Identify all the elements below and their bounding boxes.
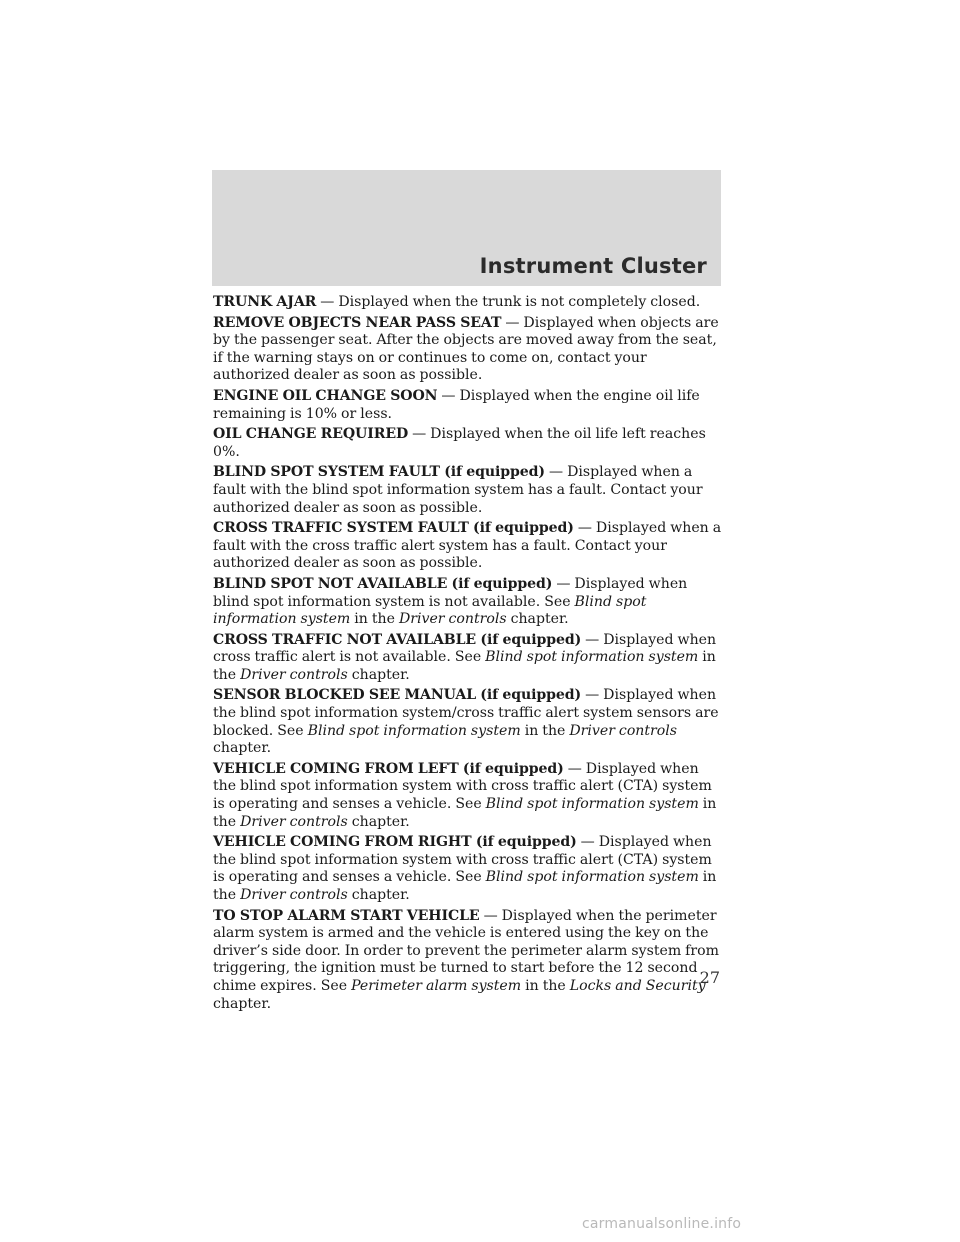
message-entry <box>213 426 723 461</box>
reference-suffix: chapter. <box>510 611 569 628</box>
chapter-reference: Driver controls <box>569 722 678 739</box>
reference-suffix: chapter. <box>351 666 410 683</box>
section-header-bar <box>212 170 721 286</box>
message-term: SENSOR BLOCKED SEE MANUAL (if equipped) <box>213 687 582 704</box>
message-entry <box>213 388 723 423</box>
message-entry <box>213 908 723 1014</box>
cross-reference: Blind spot information system <box>307 722 521 739</box>
message-term: OIL CHANGE REQUIRED <box>213 426 409 443</box>
message-term: VEHICLE COMING FROM LEFT (if equipped) <box>213 760 564 777</box>
message-entry <box>213 520 723 573</box>
reference-suffix: chapter. <box>351 813 410 830</box>
message-term: BLIND SPOT SYSTEM FAULT (if equipped) <box>213 464 546 481</box>
reference-connector: in the <box>354 611 395 628</box>
message-entry <box>213 315 723 385</box>
message-term: CROSS TRAFFIC SYSTEM FAULT (if equipped) <box>213 520 574 537</box>
page-number: 27 <box>699 968 720 987</box>
message-description: — Displayed when the blind spot information system with cross traffic alert (CTA) system is operating and senses a vehicle. See <box>213 834 712 886</box>
message-description: — Displayed when the perimeter alarm system is armed and the vehicle is entered using the key on the driver’s side door. In order to prevent the perimeter alarm system from triggering, the ignition must be turned to start before the 12 second chime expires. See <box>213 907 719 994</box>
message-description: — Displayed when blind spot information system is not available. See <box>213 575 688 610</box>
message-description: — Displayed when the blind spot information system/cross traffic alert system sensors are blocked. See <box>213 687 719 739</box>
reference-connector: in the <box>213 869 717 903</box>
message-description: — Displayed when the trunk is not completely closed. <box>320 294 701 310</box>
reference-connector: in the <box>524 722 566 739</box>
reference-suffix: chapter. <box>213 995 272 1012</box>
message-entry <box>213 632 723 685</box>
message-entry <box>213 761 723 831</box>
message-entry <box>213 464 723 517</box>
cross-reference: Blind spot information system <box>485 869 699 886</box>
message-description: — Displayed when the blind spot information system with cross traffic alert (CTA) system is operating and senses a vehicle. See <box>213 760 712 813</box>
message-description: — Displayed when a fault with the cross traffic alert system has a fault. Contact your authorized dealer as soon as possible. <box>213 520 722 572</box>
cross-reference: Blind spot information system <box>485 649 699 666</box>
reference-connector: in the <box>213 649 716 683</box>
reference-suffix: chapter. <box>213 740 272 757</box>
chapter-reference: Driver controls <box>240 666 348 683</box>
cross-reference: Blind spot information system <box>213 593 647 628</box>
message-term: BLIND SPOT NOT AVAILABLE (if equipped) <box>213 575 553 592</box>
message-term: TRUNK AJAR <box>213 294 317 310</box>
chapter-reference: Driver controls <box>240 813 348 830</box>
cross-reference: Perimeter alarm system <box>351 977 522 994</box>
message-term: ENGINE OIL CHANGE SOON <box>213 387 438 404</box>
reference-connector: in the <box>525 977 566 994</box>
message-description: — Displayed when the engine oil life remaining is 10% or less. <box>213 387 700 422</box>
reference-connector: in the <box>213 796 717 830</box>
message-term: TO STOP ALARM START VEHICLE <box>213 907 480 924</box>
chapter-reference: Driver controls <box>240 887 348 903</box>
section-title: Instrument Cluster <box>479 254 707 278</box>
message-term: VEHICLE COMING FROM RIGHT (if equipped) <box>213 834 577 851</box>
message-entry <box>213 687 723 757</box>
message-entry <box>213 294 723 312</box>
message-term: REMOVE OBJECTS NEAR PASS SEAT <box>213 314 502 331</box>
watermark: carmanualsonline.info <box>582 1216 742 1232</box>
message-description: — Displayed when cross traffic alert is not available. See <box>213 631 717 666</box>
message-term: CROSS TRAFFIC NOT AVAILABLE (if equipped) <box>213 631 582 648</box>
cross-reference: Blind spot information system <box>485 796 699 813</box>
message-description: — Displayed when the oil life left reaches 0%. <box>213 426 706 460</box>
message-list <box>213 294 723 1016</box>
message-description: — Displayed when a fault with the blind spot information system has a fault. Contact your authorized dealer as soon as possible. <box>213 464 703 516</box>
message-entry <box>213 576 723 629</box>
message-description: — Displayed when objects are by the passenger seat. After the objects are moved away from the seat, if the warning stays on or continues to come on, contact your authorized dealer as soon as possible. <box>213 314 719 384</box>
message-entry <box>213 834 723 904</box>
reference-suffix: chapter. <box>351 887 410 903</box>
chapter-reference: Locks and Security <box>569 977 706 994</box>
chapter-reference: Driver controls <box>398 611 507 628</box>
